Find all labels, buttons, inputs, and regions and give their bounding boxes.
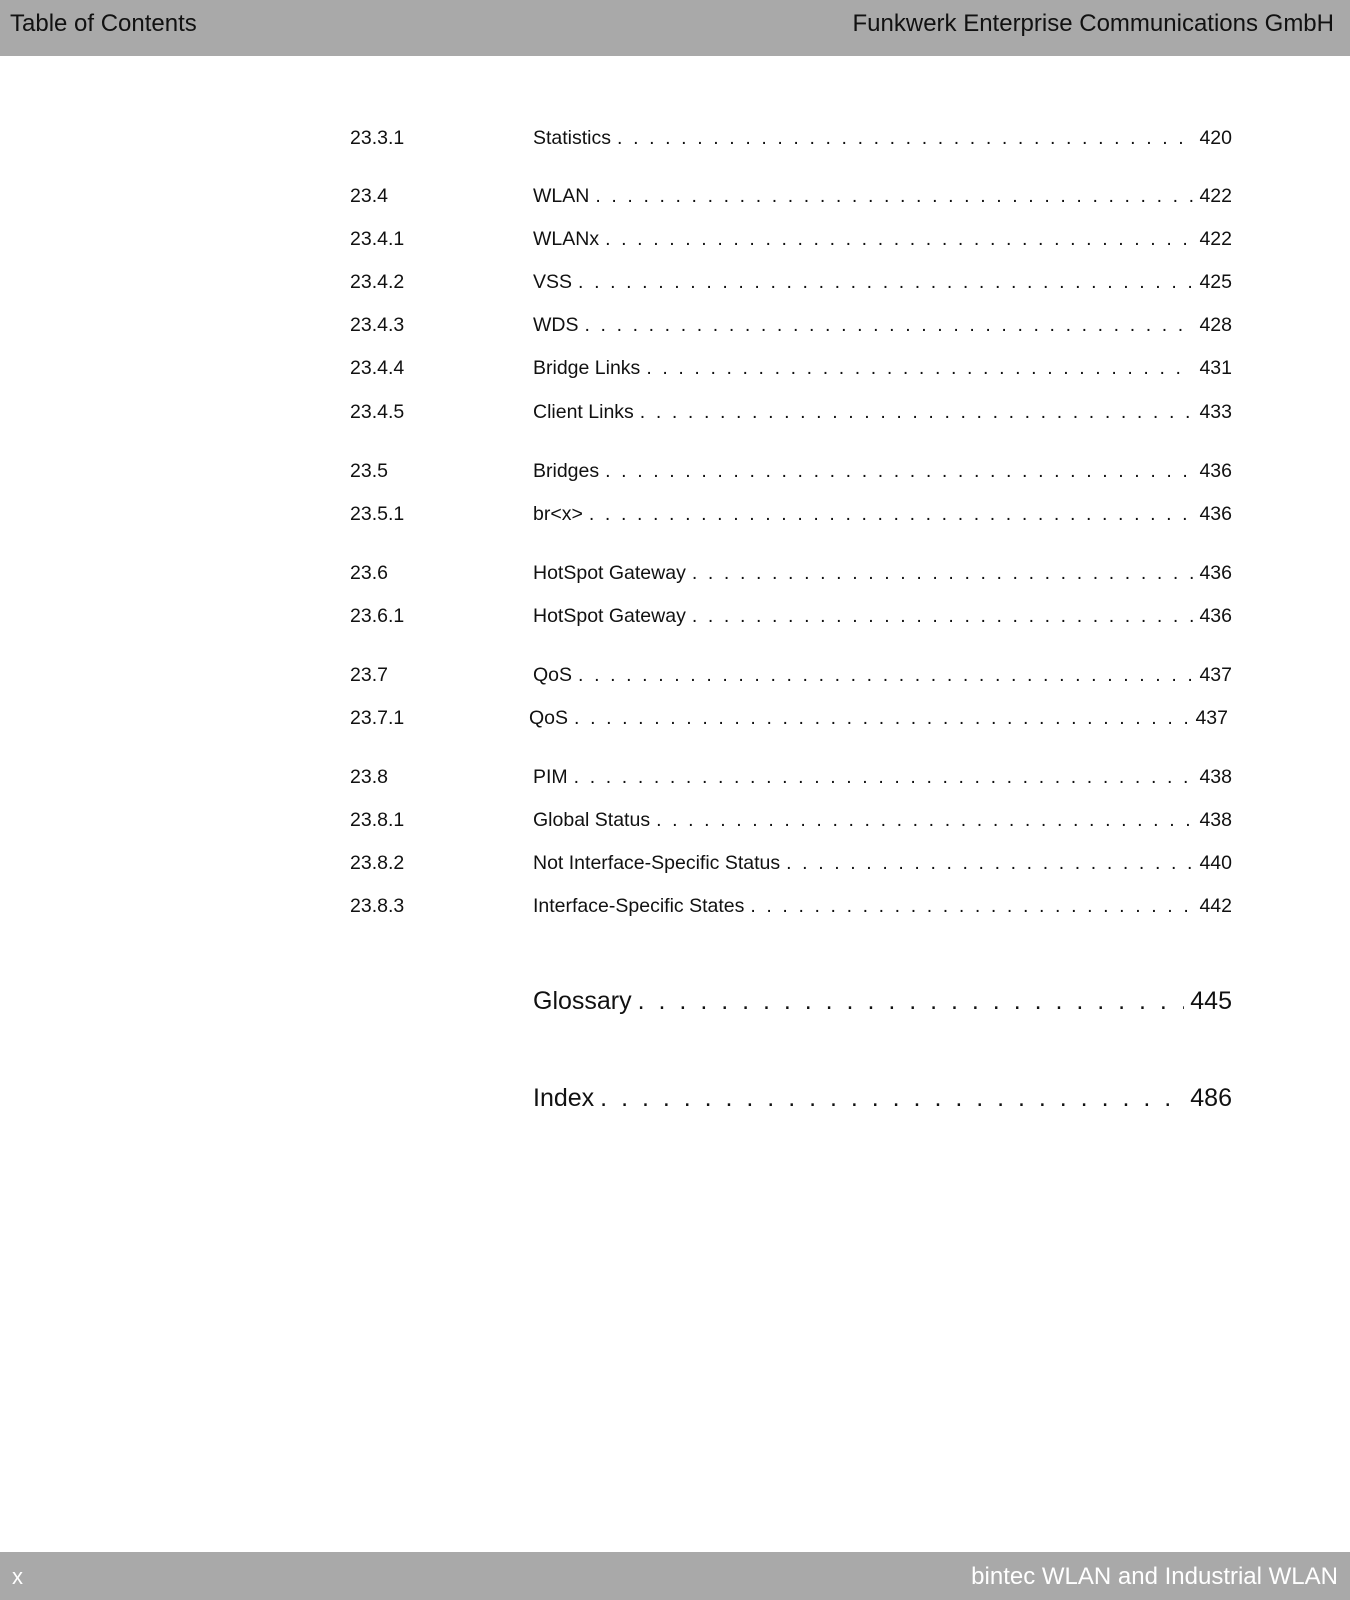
toc-entry[interactable] xyxy=(350,314,1232,342)
toc-entry-number: 23.7 xyxy=(350,664,388,686)
toc-chapter-title: Index xyxy=(533,1084,595,1112)
toc-entry-page: 438 xyxy=(1199,766,1232,788)
toc-entry[interactable] xyxy=(350,664,1232,692)
dot-leader xyxy=(786,852,1193,875)
toc-entry-title: Bridge Links xyxy=(533,357,641,379)
header-bar xyxy=(0,0,1350,56)
toc-entry[interactable] xyxy=(350,460,1232,488)
toc-entry-number: 23.7.1 xyxy=(350,707,405,729)
toc-entry-title: Interface-Specific States xyxy=(533,895,745,917)
toc-entry-number: 23.4.4 xyxy=(350,357,405,379)
dot-leader xyxy=(617,127,1193,150)
toc-chapter-page: 486 xyxy=(1190,1084,1232,1112)
toc-entry-title: QoS xyxy=(529,707,569,729)
toc-entry[interactable] xyxy=(350,895,1232,923)
toc-entry[interactable] xyxy=(350,271,1232,299)
toc-chapter-index[interactable] xyxy=(533,1084,1232,1118)
dot-leader xyxy=(750,895,1193,918)
dot-leader xyxy=(585,314,1194,337)
toc-entry-number: 23.5.1 xyxy=(350,503,405,525)
toc-entry[interactable] xyxy=(350,605,1232,633)
dot-leader xyxy=(692,562,1194,585)
dot-leader xyxy=(589,503,1194,526)
dot-leader xyxy=(578,271,1193,294)
dot-leader xyxy=(578,664,1193,687)
dot-leader xyxy=(656,809,1193,832)
toc-entry-title: Global Status xyxy=(533,809,651,831)
toc-entry[interactable] xyxy=(350,185,1232,213)
dot-leader xyxy=(692,605,1194,628)
toc-entry-page: 436 xyxy=(1199,460,1232,482)
toc-entry[interactable] xyxy=(350,766,1232,794)
toc-entry[interactable] xyxy=(350,562,1232,590)
toc-entry-page: 437 xyxy=(1199,664,1232,686)
toc-entry-number: 23.6 xyxy=(350,562,388,584)
toc-entry-page: 437 xyxy=(1195,707,1228,729)
toc-entry-title: WLANx xyxy=(533,228,600,250)
toc-entry-number: 23.4.2 xyxy=(350,271,405,293)
toc-entry-number: 23.4.5 xyxy=(350,401,405,423)
toc-entry-title: PIM xyxy=(533,766,568,788)
toc-entry-page: 436 xyxy=(1199,562,1232,584)
toc-entry-number: 23.8.3 xyxy=(350,895,405,917)
toc-entry-page: 436 xyxy=(1199,605,1232,627)
toc-entry-number: 23.4.1 xyxy=(350,228,405,250)
toc-entry-number: 23.6.1 xyxy=(350,605,405,627)
toc-entry-title: Bridges xyxy=(533,460,600,482)
toc-entry-page: 436 xyxy=(1199,503,1232,525)
toc-entry-number: 23.8.2 xyxy=(350,852,405,874)
toc-chapter-page: 445 xyxy=(1190,987,1232,1015)
toc-entry-page: 440 xyxy=(1199,852,1232,874)
header-section-title: Table of Contents xyxy=(10,10,197,37)
dot-leader xyxy=(646,357,1193,380)
dot-leader xyxy=(605,460,1193,483)
toc-entry-title: Client Links xyxy=(533,401,634,423)
toc-chapter-glossary[interactable] xyxy=(533,987,1232,1021)
dot-leader xyxy=(600,1084,1184,1113)
toc-entry-page: 425 xyxy=(1199,271,1232,293)
toc-entry-title: QoS xyxy=(533,664,573,686)
toc-entry[interactable] xyxy=(350,809,1232,837)
toc-entry[interactable] xyxy=(350,127,1232,155)
toc-entry-number: 23.3.1 xyxy=(350,127,405,149)
toc-entry-page: 438 xyxy=(1199,809,1232,831)
footer-page-number: x xyxy=(12,1564,23,1589)
toc-entry[interactable] xyxy=(350,357,1232,385)
toc-entry-title: br<x> xyxy=(533,503,583,525)
toc-entry[interactable] xyxy=(350,707,1228,735)
header-company-name: Funkwerk Enterprise Communications GmbH xyxy=(852,10,1334,37)
toc-entry[interactable] xyxy=(350,228,1232,256)
toc-entry[interactable] xyxy=(350,852,1232,880)
dot-leader xyxy=(640,401,1194,424)
dot-leader xyxy=(605,228,1193,251)
toc-entry-page: 422 xyxy=(1199,185,1232,207)
toc-entry[interactable] xyxy=(350,503,1232,531)
toc-entry-number: 23.8.1 xyxy=(350,809,405,831)
toc-chapter-title: Glossary xyxy=(533,987,632,1015)
dot-leader xyxy=(595,185,1193,208)
toc-entry-number: 23.4 xyxy=(350,185,388,207)
toc-entry-title: WLAN xyxy=(533,185,590,207)
dot-leader xyxy=(574,766,1194,789)
toc-entry-page: 442 xyxy=(1199,895,1232,917)
dot-leader xyxy=(574,707,1189,730)
toc-entry-page: 431 xyxy=(1199,357,1232,379)
toc-entry-number: 23.5 xyxy=(350,460,388,482)
toc-entry-page: 433 xyxy=(1199,401,1232,423)
footer-bar xyxy=(0,1552,1350,1600)
footer-product-name: bintec WLAN and Industrial WLAN xyxy=(971,1563,1338,1590)
toc-entry-title: Statistics xyxy=(533,127,612,149)
toc-entry[interactable] xyxy=(350,401,1232,429)
toc-entry-page: 422 xyxy=(1199,228,1232,250)
toc-entry-page: 428 xyxy=(1199,314,1232,336)
toc-entry-title: HotSpot Gateway xyxy=(533,562,686,584)
toc-entry-title: Not Interface-Specific Status xyxy=(533,852,781,874)
toc-entry-page: 420 xyxy=(1199,127,1232,149)
toc-entry-title: WDS xyxy=(533,314,579,336)
toc-entry-number: 23.4.3 xyxy=(350,314,405,336)
dot-leader xyxy=(638,987,1185,1016)
toc-entry-number: 23.8 xyxy=(350,766,388,788)
toc-entry-title: HotSpot Gateway xyxy=(533,605,686,627)
toc-entry-title: VSS xyxy=(533,271,573,293)
